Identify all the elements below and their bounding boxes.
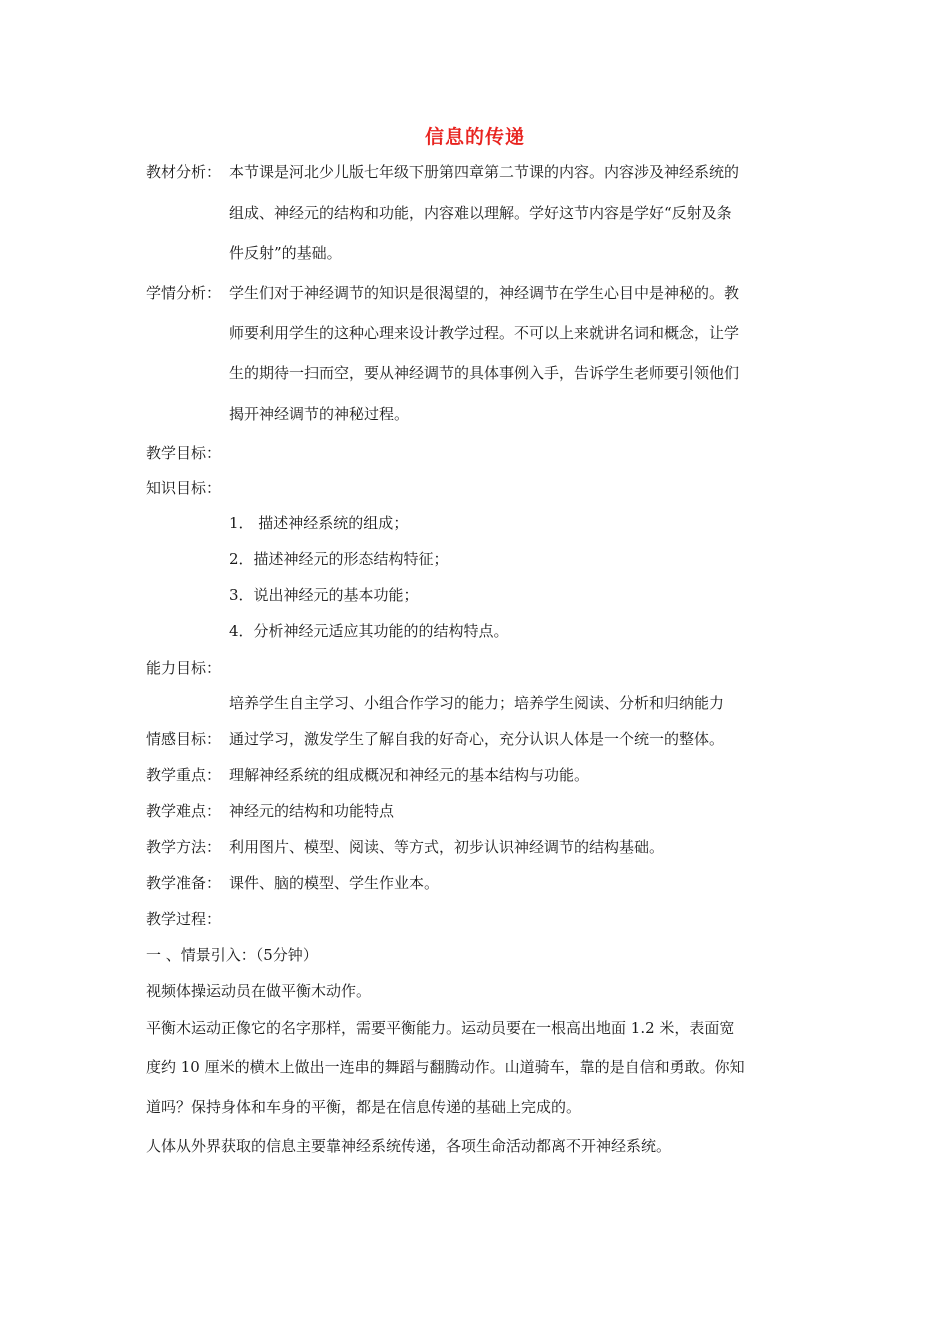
materials-text-1: 本节课是河北少儿版七年级下册第四章第二节课的内容。内容涉及神经系统的 (229, 163, 740, 181)
materials-label: 教材分析： (146, 163, 222, 181)
emotion-text: 通过学习，激发学生了解自我的好奇心，充分认识人体是一个统一的整体。 (229, 730, 725, 748)
key-point-label: 教学重点： (146, 766, 222, 784)
students-line-4: 揭开神经调节的神秘过程。 (229, 405, 410, 423)
students-text-1: 学生们对于神经调节的知识是很渴望的，神经调节在学生心目中是神秘的。教 (229, 284, 740, 302)
students-line-1 (146, 282, 739, 304)
key-point-line (146, 764, 589, 786)
preparation-label: 教学准备： (146, 874, 222, 892)
page-title: 信息的传递 (424, 126, 525, 148)
body-line-5: 人体从外界获取的信息主要靠神经系统传递，各项生命活动都离不开神经系统。 (146, 1137, 672, 1155)
knowledge-item-1: 1． 描述神经系统的组成； (229, 514, 409, 532)
emotion-label: 情感目标： (146, 730, 222, 748)
materials-line-2: 组成、神经元的结构和功能，内容难以理解。学好这节内容是学好“反射及条 (229, 204, 732, 222)
students-label: 学情分析： (146, 284, 222, 302)
knowledge-label: 知识目标： (146, 479, 222, 497)
body-line-4: 道吗？保持身体和车身的平衡，都是在信息传递的基础上完成的。 (146, 1098, 582, 1116)
preparation-text: 课件、脑的模型、学生作业本。 (229, 874, 440, 892)
ability-text: 培养学生自主学习、小组合作学习的能力；培养学生阅读、分析和归纳能力 (229, 694, 725, 712)
students-line-2: 师要利用学生的这种心理来设计教学过程。不可以上来就讲名词和概念，让学 (229, 324, 740, 342)
body-line-1: 视频体操运动员在做平衡木动作。 (146, 982, 372, 1000)
body-line-3: 度约 10 厘米的横木上做出一连串的舞蹈与翻腾动作。山道骑车，靠的是自信和勇敢。你知 (146, 1058, 745, 1076)
section-1-heading: 一 、情景引入：（5分钟） (146, 946, 318, 964)
body-line-2: 平衡木运动正像它的名字那样，需要平衡能力。运动员要在一根高出地面 1.2 米，表面宽 (146, 1019, 735, 1037)
method-label: 教学方法： (146, 838, 222, 856)
knowledge-item-2: 2．描述神经元的形态结构特征； (229, 550, 449, 568)
knowledge-item-4: 4．分析神经元适应其功能的的结构特点。 (229, 622, 509, 640)
materials-line-3: 件反射”的基础。 (229, 244, 342, 262)
difficulty-line (146, 800, 394, 822)
difficulty-text: 神经元的结构和功能特点 (229, 802, 395, 820)
students-line-3: 生的期待一扫而空，要从神经调节的具体事例入手，告诉学生老师要引领他们 (229, 364, 740, 382)
ability-label: 能力目标： (146, 659, 222, 677)
method-text: 利用图片、模型、阅读、等方式，初步认识神经调节的结构基础。 (229, 838, 665, 856)
materials-line-1 (146, 161, 739, 183)
knowledge-item-3: 3．说出神经元的基本功能； (229, 586, 419, 604)
goals-label: 教学目标： (146, 444, 222, 462)
emotion-line (146, 728, 724, 750)
process-label: 教学过程： (146, 910, 222, 928)
method-line (146, 836, 664, 858)
key-point-text: 理解神经系统的组成概况和神经元的基本结构与功能。 (229, 766, 590, 784)
preparation-line (146, 872, 439, 894)
difficulty-label: 教学难点： (146, 802, 222, 820)
